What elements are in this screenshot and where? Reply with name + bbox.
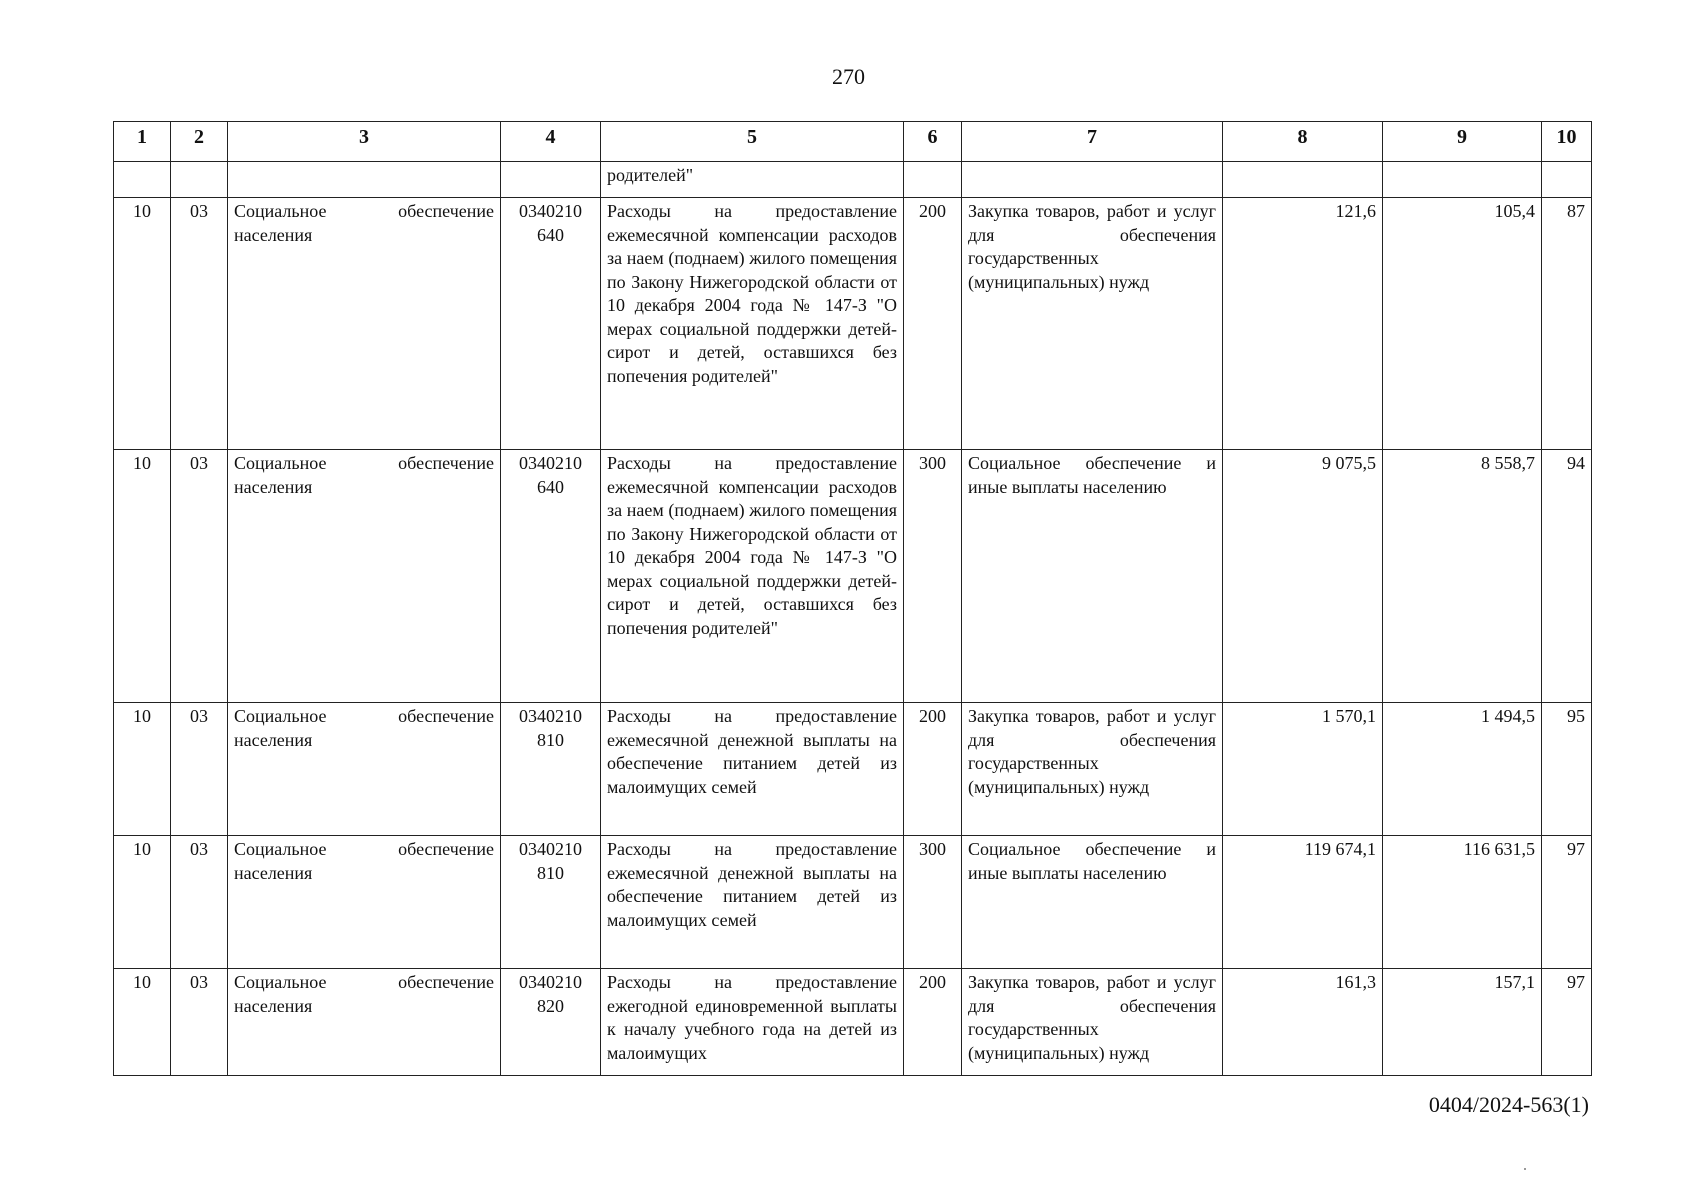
expense-type-name-cell: Социальное обеспечение и иные выплаты населению: [962, 836, 1223, 969]
header-row: [114, 122, 1592, 162]
percent-cell: 87: [1542, 198, 1592, 450]
column-header: 1: [114, 122, 171, 162]
description-cell: Расходы на предоставление ежемесячной денежной выплаты на обеспечение питанием детей из малоимущих семей: [601, 836, 904, 969]
target-code-cell: 0340210 810: [501, 703, 601, 836]
target-code-cell: 0340210 640: [501, 198, 601, 450]
percent-cell: 95: [1542, 703, 1592, 836]
scan-artifact: [1524, 1168, 1526, 1170]
actual-value-cell: 157,1: [1383, 969, 1542, 1076]
table-row: [114, 969, 1592, 1076]
subsection-cell: 03: [171, 450, 228, 703]
name-cell: Социальное обеспечение населения: [228, 969, 501, 1076]
subsection-cell: 03: [171, 969, 228, 1076]
percent-cell: 94: [1542, 450, 1592, 703]
expense-type-name-cell: Социальное обеспечение и иные выплаты населению: [962, 450, 1223, 703]
column-header: 10: [1542, 122, 1592, 162]
name-cell: Социальное обеспечение населения: [228, 836, 501, 969]
name-cell: Социальное обеспечение населения: [228, 198, 501, 450]
column-header: 5: [601, 122, 904, 162]
expense-type-cell: 200: [904, 703, 962, 836]
document-id: 0404/2024-563(1): [1428, 1092, 1589, 1117]
expense-type-name-cell: Закупка товаров, работ и услуг для обеспечения государственных (муниципальных) нужд: [962, 198, 1223, 450]
subsection-cell: 03: [171, 198, 228, 450]
column-header: 9: [1383, 122, 1542, 162]
table-row: [114, 450, 1592, 703]
section-cell: 10: [114, 836, 171, 969]
column-header: 6: [904, 122, 962, 162]
expense-type-cell: 300: [904, 450, 962, 703]
section-cell: 10: [114, 450, 171, 703]
expense-type-name-cell: Закупка товаров, работ и услуг для обеспечения государственных (муниципальных) нужд: [962, 703, 1223, 836]
column-header: 4: [501, 122, 601, 162]
column-header: 8: [1223, 122, 1383, 162]
target-code-cell: 0340210 640: [501, 450, 601, 703]
table-row: [114, 198, 1592, 450]
column-header: 7: [962, 122, 1223, 162]
expense-type-cell: 200: [904, 969, 962, 1076]
column-header: 3: [228, 122, 501, 162]
section-cell: 10: [114, 198, 171, 450]
plan-value-cell: 161,3: [1223, 969, 1383, 1076]
page-number: 270: [832, 64, 865, 89]
subsection-cell: 03: [171, 703, 228, 836]
percent-cell: 97: [1542, 836, 1592, 969]
continuation-row: [114, 162, 1592, 198]
description-cell: родителей": [601, 162, 904, 198]
description-cell: Расходы на предоставление ежегодной единовременной выплаты к началу учебного года на детей из малоимущих: [601, 969, 904, 1076]
plan-value-cell: 121,6: [1223, 198, 1383, 450]
section-cell: 10: [114, 969, 171, 1076]
subsection-cell: 03: [171, 836, 228, 969]
target-code-cell: 0340210 820: [501, 969, 601, 1076]
budget-table: [113, 121, 1592, 1076]
name-cell: Социальное обеспечение населения: [228, 450, 501, 703]
column-header: 2: [171, 122, 228, 162]
percent-cell: 97: [1542, 969, 1592, 1076]
actual-value-cell: 116 631,5: [1383, 836, 1542, 969]
expense-type-cell: 300: [904, 836, 962, 969]
plan-value-cell: 1 570,1: [1223, 703, 1383, 836]
actual-value-cell: 1 494,5: [1383, 703, 1542, 836]
target-code-cell: 0340210 810: [501, 836, 601, 969]
description-cell: Расходы на предоставление ежемесячной денежной выплаты на обеспечение питанием детей из малоимущих семей: [601, 703, 904, 836]
actual-value-cell: 8 558,7: [1383, 450, 1542, 703]
description-cell: Расходы на предоставление ежемесячной компенсации расходов за наем (поднаем) жилого помещения по Закону Нижегородской области от 10 декабря 2004 года № 147-З "О мерах социальной поддержки детей-сирот и детей, оставшихся без попечения родителей": [601, 198, 904, 450]
description-cell: Расходы на предоставление ежемесячной компенсации расходов за наем (поднаем) жилого помещения по Закону Нижегородской области от 10 декабря 2004 года № 147-З "О мерах социальной поддержки детей-сирот и детей, оставшихся без попечения родителей": [601, 450, 904, 703]
section-cell: 10: [114, 703, 171, 836]
expense-type-name-cell: Закупка товаров, работ и услуг для обеспечения государственных (муниципальных) нужд: [962, 969, 1223, 1076]
actual-value-cell: 105,4: [1383, 198, 1542, 450]
table-row: [114, 703, 1592, 836]
table-row: [114, 836, 1592, 969]
plan-value-cell: 119 674,1: [1223, 836, 1383, 969]
name-cell: Социальное обеспечение населения: [228, 703, 501, 836]
expense-type-cell: 200: [904, 198, 962, 450]
plan-value-cell: 9 075,5: [1223, 450, 1383, 703]
